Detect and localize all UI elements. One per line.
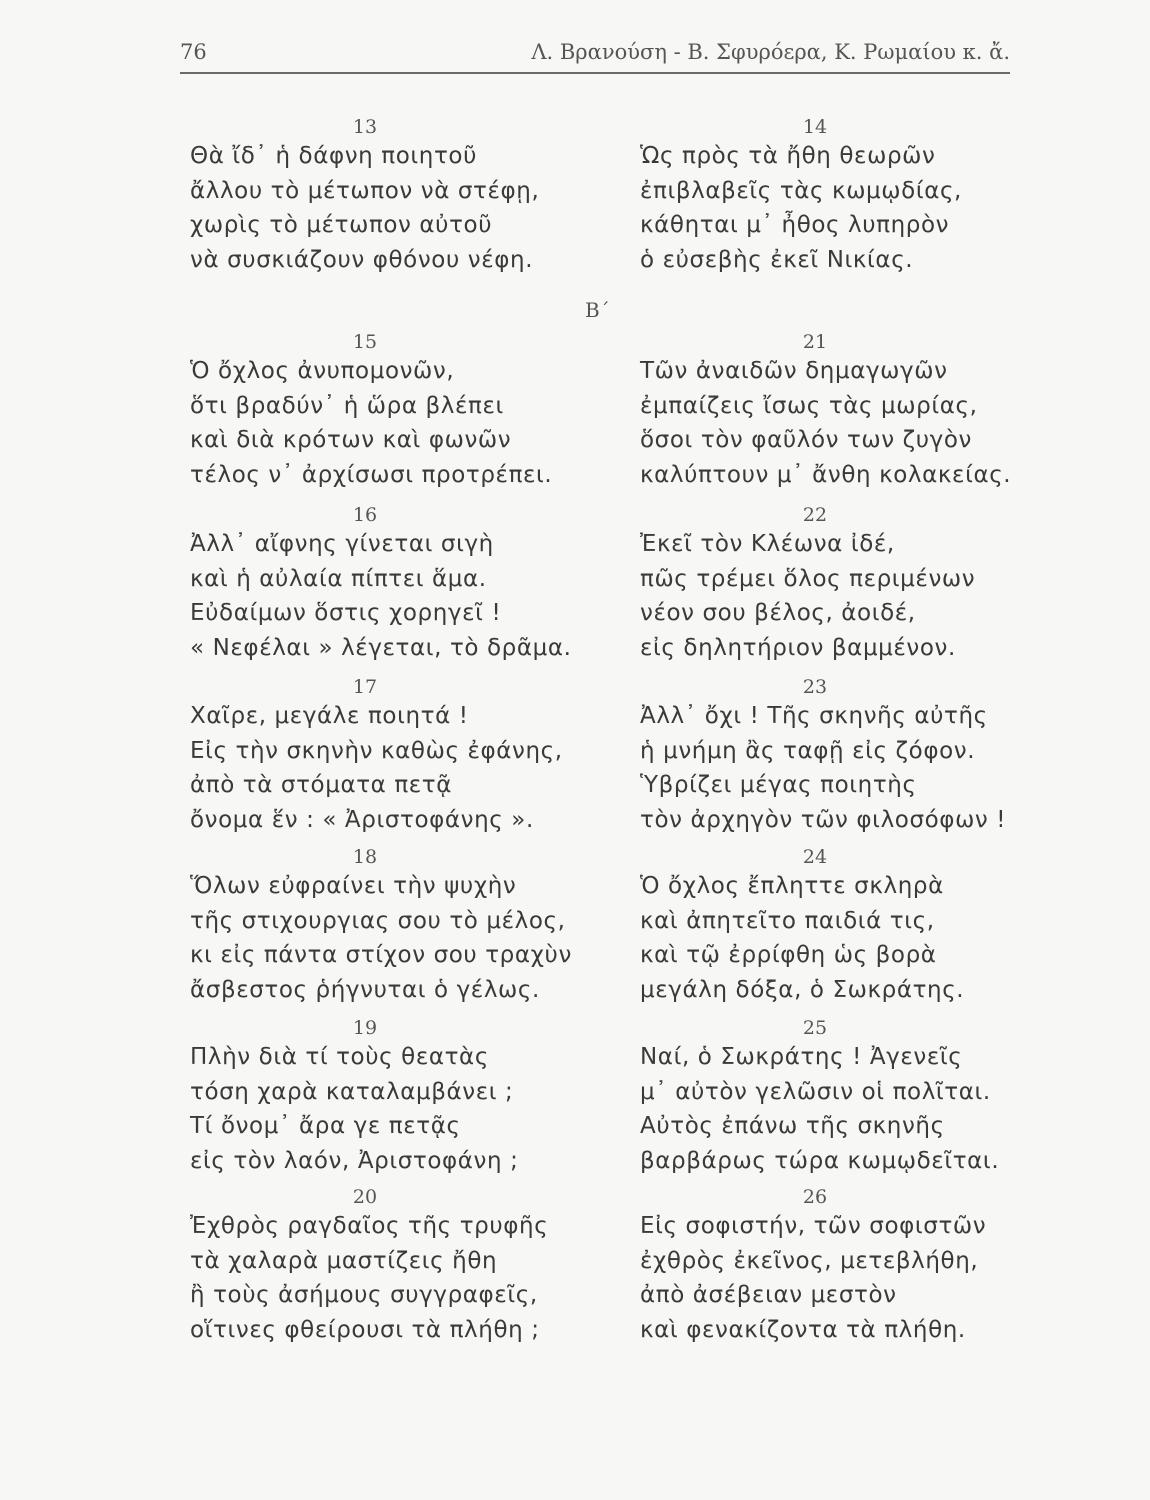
stanza <box>180 675 600 837</box>
header-rule <box>180 72 1010 74</box>
verse-line: « Νεφέλαι » λέγεται, τὸ δρᾶμα. <box>190 634 572 661</box>
verse-line: Τῶν ἀναιδῶν δημαγωγῶν <box>640 358 948 384</box>
running-header: Λ. Βρανούση - Β. Σφυρόερα, Κ. Ρωμαίου κ. ἄ. <box>531 40 1010 64</box>
verse-line: καλύπτουν μ᾽ ἄνθη κολακείας. <box>640 461 1012 488</box>
verse-line: ὄνομα ἕν : « Ἀριστοφάνης ». <box>190 806 534 833</box>
verse-line: Ὁ ὄχλος ἔπληττε σκληρὰ <box>640 873 944 899</box>
verse-line: τόση χαρὰ καταλαμβάνει ; <box>190 1078 514 1105</box>
verse-line: καὶ ἡ αὐλαία πίπτει ἅμα. <box>190 565 487 592</box>
stanza-number: 15 <box>352 331 378 353</box>
verse-line: Ὅλων εὐφραίνει τὴν ψυχὴν <box>190 873 517 899</box>
stanza <box>630 845 1050 1007</box>
verse-line: ὁ εὐσεβὴς ἐκεῖ Νικίας. <box>640 246 914 273</box>
verse-line: τέλος ν᾽ ἀρχίσωσι προτρέπει. <box>190 461 553 488</box>
stanza-number: 20 <box>352 1186 378 1208</box>
stanza <box>630 675 1050 837</box>
verse-line: μ᾽ αὐτὸν γελῶσιν οἱ πολῖται. <box>640 1078 991 1105</box>
verse-line: Ἐκεῖ τὸν Κλέωνα ἰδέ, <box>640 531 895 557</box>
verse-line: εἰς τὸν λαόν, Ἀριστοφάνη ; <box>190 1147 519 1174</box>
verse-line: Αὐτὸς ἐπάνω τῆς σκηνῆς <box>640 1113 945 1139</box>
verse-line: καὶ τῷ ἐρρίφθη ὡς βορὰ <box>640 942 937 968</box>
stanza-number: 23 <box>802 676 828 698</box>
verse-line: τὰ χαλαρὰ μαστίζεις ἤθη <box>190 1247 498 1274</box>
verse-line: οἵτινες φθείρουσι τὰ πλήθη ; <box>190 1316 540 1343</box>
stanza <box>180 115 600 277</box>
verse-line: ἄσβεστος ῥήγνυται ὁ γέλως. <box>190 976 540 1003</box>
verse-line: Εἰς τὴν σκηνὴν καθὼς ἐφάνης, <box>190 737 563 764</box>
verse-line: Ὑβρίζει μέγας ποιητὴς <box>640 772 917 798</box>
verse-line: τῆς στιχουργιας σου τὸ μέλος, <box>190 907 566 934</box>
verse-line: ἀπὸ τὰ στόματα πετᾷ <box>190 772 453 798</box>
verse-line: ἐπιβλαβεῖς τὰς κωμῳδίας, <box>640 177 962 204</box>
stanza <box>630 1185 1050 1347</box>
stanza-number: 17 <box>352 676 378 698</box>
page-number: 76 <box>180 40 207 64</box>
stanza <box>180 330 600 492</box>
stanza <box>630 330 1050 492</box>
verse-line: βαρβάρως τώρα κωμῳδεῖται. <box>640 1147 1000 1174</box>
verse-line: καὶ ἀπητεῖτο παιδιά τις, <box>640 907 935 934</box>
verse-line: Πλὴν διὰ τί τοὺς θεατὰς <box>190 1044 489 1070</box>
verse-line: νὰ συσκιάζουν φθόνου νέφη. <box>190 246 534 273</box>
section-mark: Β΄ <box>585 298 610 322</box>
verse-line: Χαῖρε, μεγάλε ποιητά ! <box>190 703 469 729</box>
verse-line: Εἰς σοφιστήν, τῶν σοφιστῶν <box>640 1213 987 1239</box>
verse-line: κι εἰς πάντα στίχον σου τραχὺν <box>190 942 572 968</box>
verse-line: Ὁ ὄχλος ἀνυπομονῶν, <box>190 358 455 384</box>
verse-line: νέον σου βέλος, ἀοιδέ, <box>640 600 916 626</box>
stanza-number: 25 <box>802 1017 828 1039</box>
verse-line: τὸν ἀρχηγὸν τῶν φιλοσόφων ! <box>640 806 1007 833</box>
verse-line: καὶ διὰ κρότων καὶ φωνῶν <box>190 427 512 453</box>
verse-line: ὅσοι τὸν φαῦλόν των ζυγὸν <box>640 427 972 453</box>
verse-line: Ἀλλ᾽ ὄχι ! Τῆς σκηνῆς αὐτῆς <box>640 703 988 729</box>
verse-line: ἡ μνήμη ἂς ταφῇ εἰς ζόφον. <box>640 737 976 764</box>
stanza-number: 22 <box>802 504 828 526</box>
verse-line: χωρὶς τὸ μέτωπον αὐτοῦ <box>190 212 493 238</box>
stanza <box>180 503 600 665</box>
stanza-number: 19 <box>352 1017 378 1039</box>
verse-line: Εὐδαίμων ὅστις χορηγεῖ ! <box>190 600 502 626</box>
stanza <box>180 845 600 1007</box>
stanza-number: 24 <box>802 846 828 868</box>
verse-line: Θὰ ἴδ᾽ ἡ δάφνη ποιητοῦ <box>190 143 477 169</box>
verse-line: Τί ὄνομ᾽ ἄρα γε πετᾷς <box>190 1113 461 1139</box>
verse-line: ἐχθρὸς ἐκεῖνος, μετεβλήθη, <box>640 1247 979 1274</box>
verse-line: ἀπὸ ἀσέβειαν μεστὸν <box>640 1282 897 1308</box>
verse-line: ὅτι βραδύν᾽ ἡ ὥρα βλέπει <box>190 392 504 419</box>
stanza <box>180 1185 600 1347</box>
stanza-number: 13 <box>352 116 378 138</box>
verse-line: ἄλλου τὸ μέτωπον νὰ στέφῃ, <box>190 177 540 204</box>
verse-line: Ἐχθρὸς ραγδαῖος τῆς τρυφῆς <box>190 1213 549 1239</box>
verse-line: κάθηται μ᾽ ἦθος λυπηρὸν <box>640 212 950 238</box>
stanza-number: 16 <box>352 504 378 526</box>
stanza <box>630 115 1050 277</box>
stanza-number: 21 <box>802 331 828 353</box>
stanza-number: 26 <box>802 1186 828 1208</box>
verse-line: Ναί, ὁ Σωκράτης ! Ἀγενεῖς <box>640 1044 963 1070</box>
stanza <box>180 1016 600 1178</box>
verse-line: ἐμπαίζεις ἴσως τὰς μωρίας, <box>640 392 978 419</box>
verse-line: μεγάλη δόξα, ὁ Σωκράτης. <box>640 976 965 1003</box>
verse-line: Ἀλλ᾽ αἴφνης γίνεται σιγὴ <box>190 531 494 557</box>
verse-line: καὶ φενακίζοντα τὰ πλήθη. <box>640 1316 966 1343</box>
stanza <box>630 503 1050 665</box>
stanza-number: 14 <box>802 116 828 138</box>
verse-line: Ὡς πρὸς τὰ ἤθη θεωρῶν <box>640 143 936 169</box>
verse-line: ἢ τοὺς ἀσήμους συγγραφεῖς, <box>190 1282 538 1308</box>
verse-line: εἰς δηλητήριον βαμμένον. <box>640 634 956 661</box>
stanza-number: 18 <box>352 846 378 868</box>
verse-line: πῶς τρέμει ὅλος περιμένων <box>640 565 976 592</box>
stanza <box>630 1016 1050 1178</box>
